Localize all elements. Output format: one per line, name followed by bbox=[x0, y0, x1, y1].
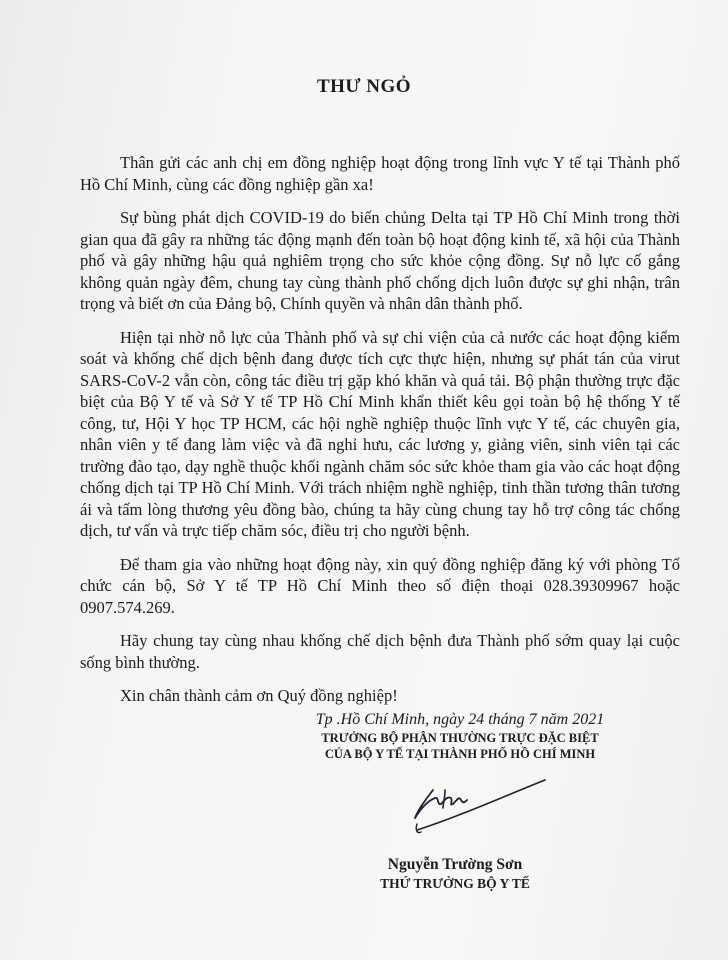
paragraph-call-to-action: Hãy chung tay cùng nhau khống chế dịch bệnh đưa Thành phố sớm quay lại cuộc sống bình thường. bbox=[80, 631, 680, 672]
paragraph-registration: Để tham gia vào những hoạt động này, xin quý đồng nghiệp đăng ký với phòng Tổ chức cán bộ, Sở Y tế TP Hồ Chí Minh theo số điện thoại 028.39309967 hoặc 0907.574.269. bbox=[80, 554, 680, 617]
place-date: Tp .Hồ Chí Minh, ngày 24 tháng 7 năm 2021 bbox=[315, 711, 605, 728]
signer-name: Nguyễn Trường Sơn bbox=[387, 856, 523, 873]
handwritten-signature bbox=[395, 760, 555, 840]
signature-header bbox=[250, 710, 670, 762]
paragraph-closing: Xin chân thành cảm ơn Quý đồng nghiệp! bbox=[120, 686, 398, 705]
paragraph-greeting: Thân gửi các anh chị em đồng nghiệp hoạt động trong lĩnh vực Y tế tại Thành phố Hồ Chí Minh, cùng các đồng nghiệp gần xa! bbox=[80, 153, 680, 194]
letter-body bbox=[80, 152, 680, 719]
signer-block bbox=[300, 855, 610, 893]
paragraph-situation: Sự bùng phát dịch COVID-19 do biến chủng Delta tại TP Hồ Chí Minh trong thời gian qua đã gây ra những tác động mạnh đến toàn bộ hoạt động kinh tế, xã hội của Thành phố và gây những hậu quả nghiêm trọng cho sức khỏe cộng đồng. Sự nỗ lực cố gắng không quản ngày đêm, chung tay cùng thành phố chống dịch luôn được sự ghi nhận, trân trọng và biết ơn của Đảng bộ, Chính quyền và nhân dân thành phố. bbox=[80, 208, 680, 313]
signer-title-line-1: TRƯỞNG BỘ PHẬN THƯỜNG TRỰC ĐẶC BIỆT bbox=[321, 731, 599, 745]
signer-role: THỨ TRƯỞNG BỘ Y TẾ bbox=[380, 876, 530, 891]
paragraph-appeal: Hiện tại nhờ nỗ lực của Thành phố và sự chi viện của cả nước các hoạt động kiểm soát và khống chế dịch bệnh đang được tích cực thực hiện, nhưng sự phát tán của virut SARS-CoV-2 vẫn còn, công tác điều trị gặp khó khăn và quá tải. Bộ phận thường trực đặc biệt của Bộ Y tế và Sở Y tế TP Hồ Chí Minh khẩn thiết kêu gọi toàn bộ hệ thống Y tế công, tư, Hội Y học TP HCM, các hội nghề nghiệp thuộc lĩnh vực Y tế, các chuyên gia, nhân viên y tế đang làm việc và đã nghỉ hưu, các lương y, giảng viên, sinh viên tại các trường đào tạo, dạy nghề thuộc khối ngành chăm sóc sức khỏe tham gia vào các hoạt động chống dịch tại TP Hồ Chí Minh. Với trách nhiệm nghề nghiệp, tinh thần tương thân tương ái và tấm lòng thương yêu đồng bào, chúng ta hãy cùng chung tay hỗ trợ công tác chống dịch, tư vấn và trực tiếp chăm sóc, điều trị cho người bệnh. bbox=[80, 327, 680, 540]
signer-title-line-2: CỦA BỘ Y TẾ TẠI THÀNH PHỐ HỒ CHÍ MINH bbox=[324, 747, 596, 761]
letter-title: THƯ NGỎ bbox=[316, 76, 412, 97]
